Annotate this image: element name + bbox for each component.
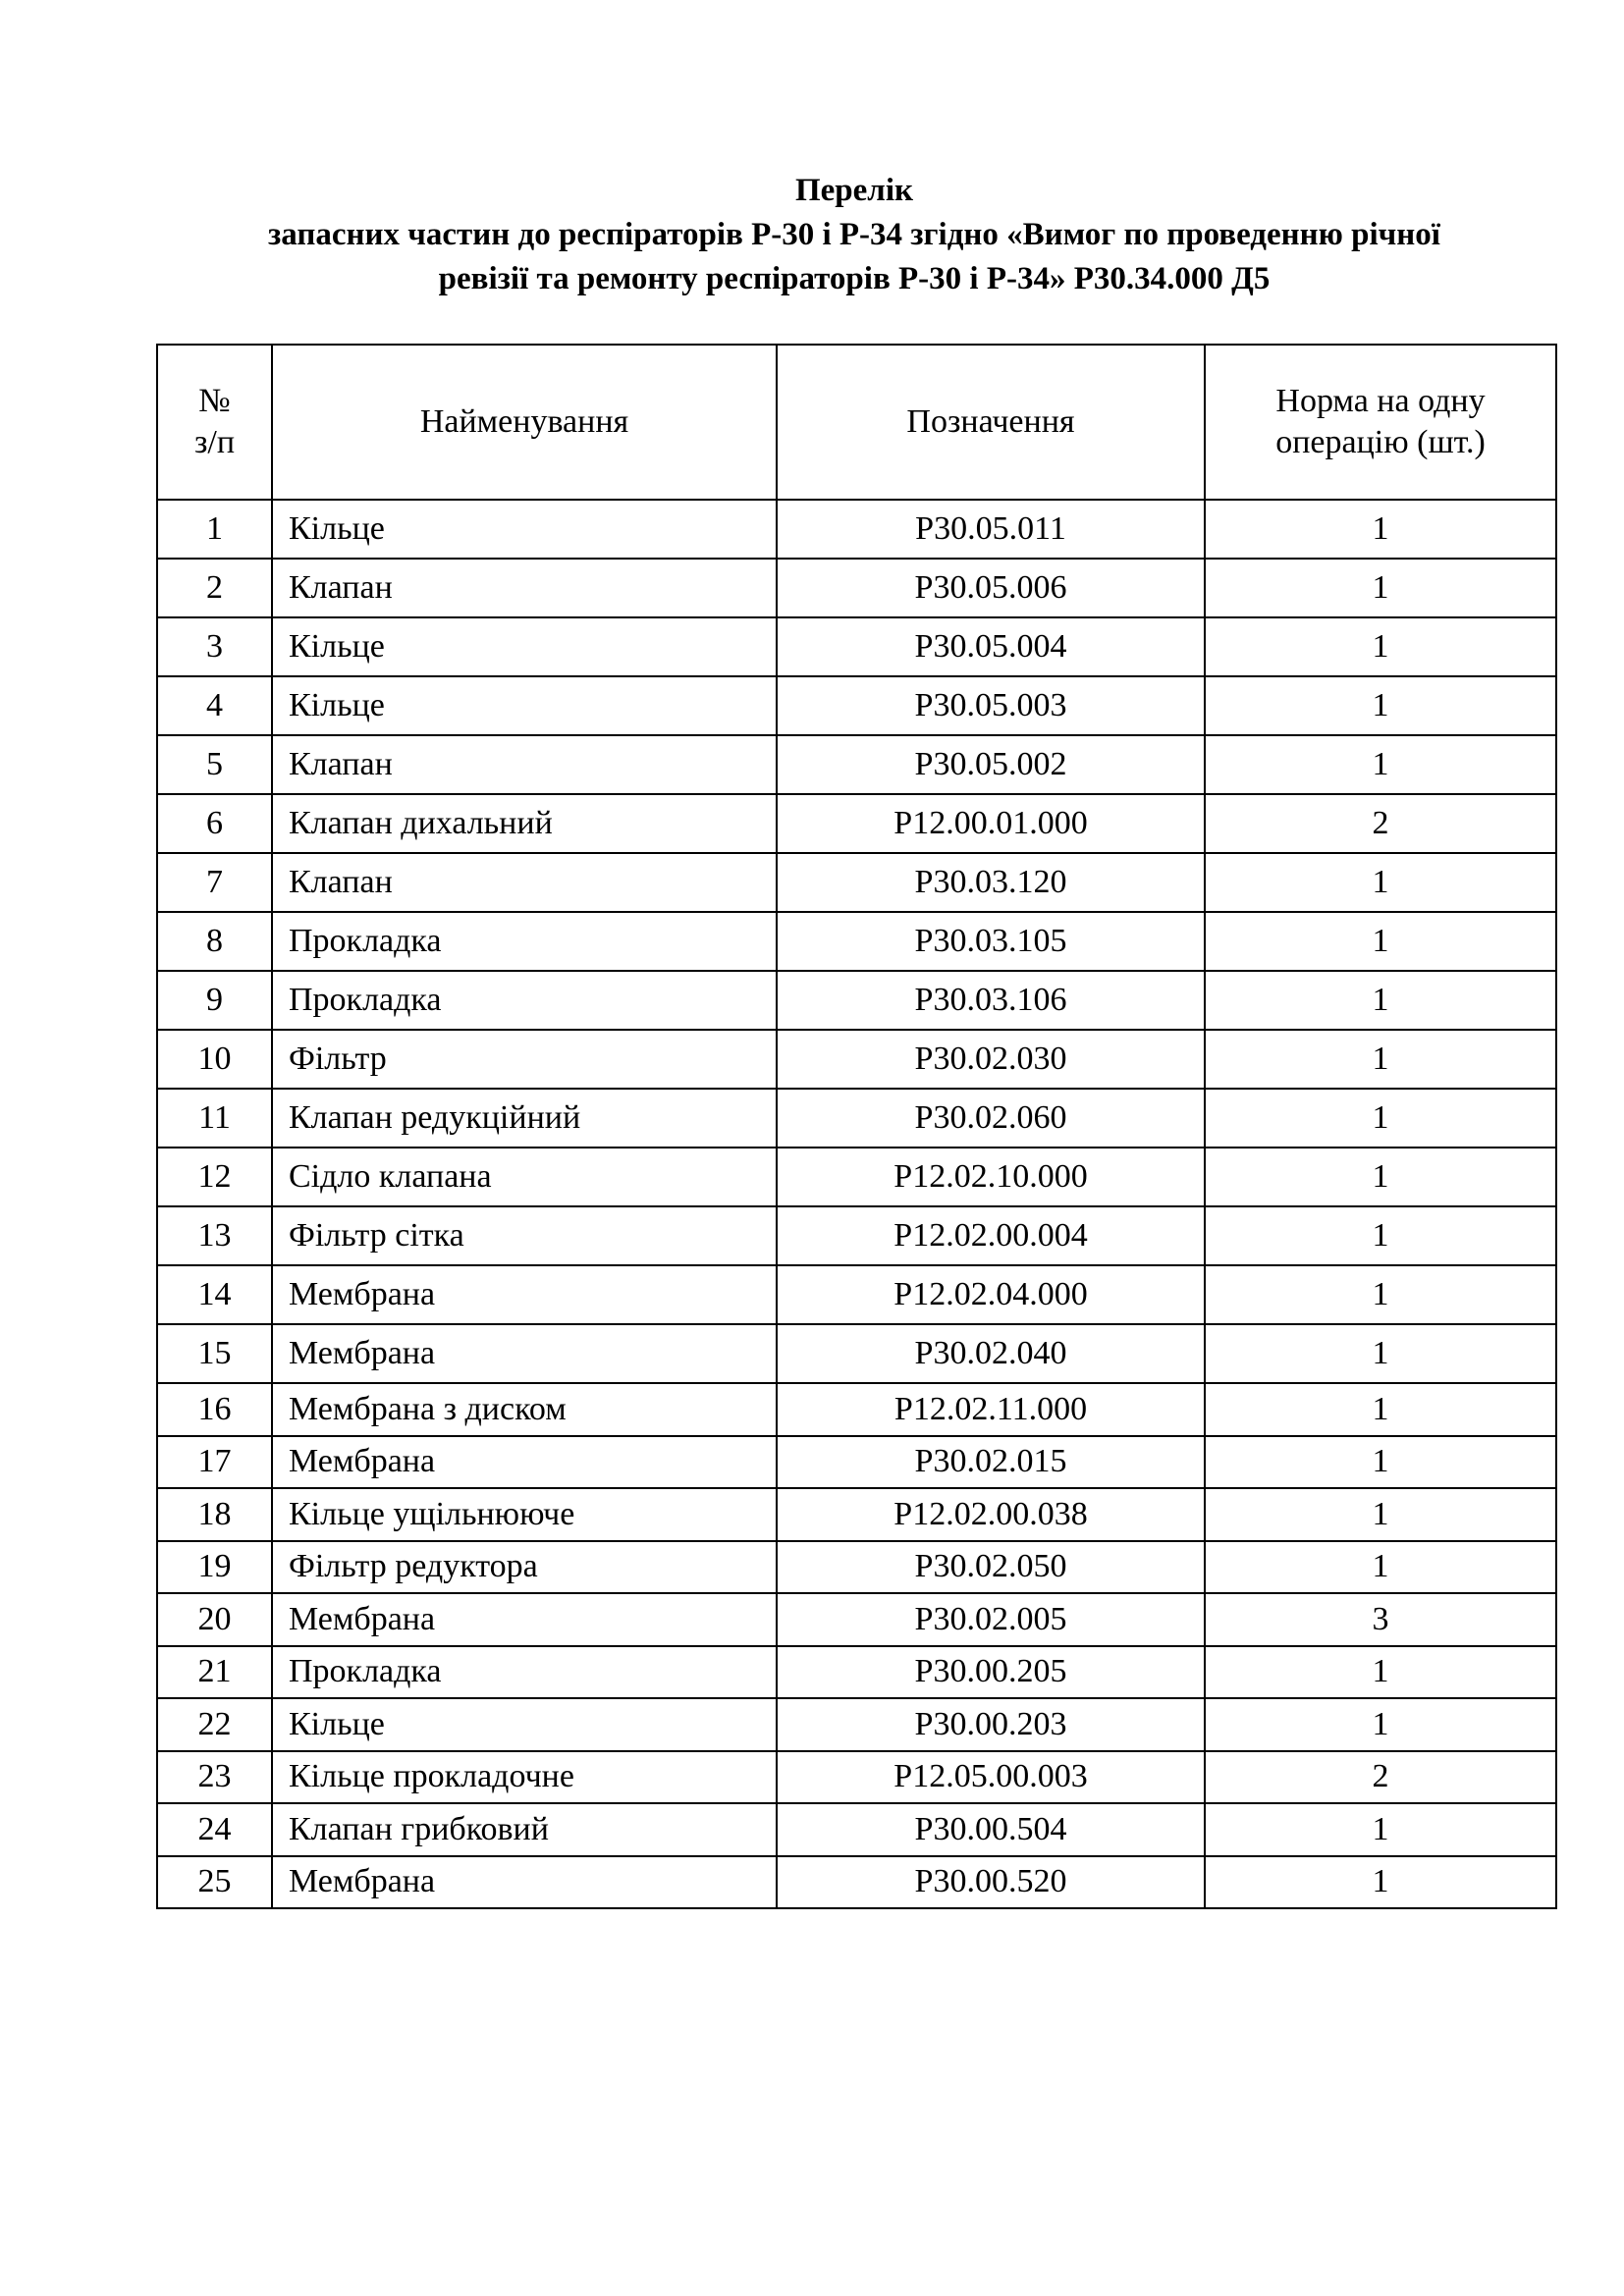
table-row (157, 1803, 1556, 1856)
part-norm: 1 (1205, 735, 1556, 794)
table-row (157, 971, 1556, 1030)
part-code: Р30.02.060 (777, 1089, 1205, 1148)
part-norm: 1 (1205, 1541, 1556, 1594)
part-norm: 2 (1205, 1751, 1556, 1804)
row-number: 5 (157, 735, 272, 794)
part-norm: 1 (1205, 1488, 1556, 1541)
part-code: Р12.02.11.000 (777, 1383, 1205, 1436)
part-name: Мембрана з диском (272, 1383, 777, 1436)
table-row (157, 1488, 1556, 1541)
part-code: Р12.05.00.003 (777, 1751, 1205, 1804)
row-number: 11 (157, 1089, 272, 1148)
part-norm: 1 (1205, 1383, 1556, 1436)
table-row (157, 1030, 1556, 1089)
part-name: Мембрана (272, 1324, 777, 1383)
table-row (157, 1383, 1556, 1436)
part-code: Р30.03.106 (777, 971, 1205, 1030)
part-norm: 1 (1205, 676, 1556, 735)
part-code: Р12.02.00.038 (777, 1488, 1205, 1541)
part-name: Кільце (272, 617, 777, 676)
part-code: Р30.00.504 (777, 1803, 1205, 1856)
part-code: Р30.02.050 (777, 1541, 1205, 1594)
table-row (157, 853, 1556, 912)
part-code: Р30.02.005 (777, 1593, 1205, 1646)
part-name: Клапан (272, 735, 777, 794)
part-name: Кільце (272, 1698, 777, 1751)
part-name: Фільтр редуктора (272, 1541, 777, 1594)
part-name: Кільце прокладочне (272, 1751, 777, 1804)
row-number: 7 (157, 853, 272, 912)
row-number: 13 (157, 1206, 272, 1265)
part-norm: 1 (1205, 1265, 1556, 1324)
header-number-line-2: з/п (193, 424, 236, 460)
part-code: Р12.00.01.000 (777, 794, 1205, 853)
table-row (157, 1751, 1556, 1804)
table-row (157, 1324, 1556, 1383)
spare-parts-table (156, 344, 1557, 1909)
part-name: Мембрана (272, 1265, 777, 1324)
part-norm: 1 (1205, 853, 1556, 912)
row-number: 17 (157, 1436, 272, 1489)
table-row (157, 559, 1556, 617)
table-row (157, 1593, 1556, 1646)
part-name: Прокладка (272, 912, 777, 971)
table-row (157, 676, 1556, 735)
header-number (157, 345, 272, 500)
part-norm: 1 (1205, 1030, 1556, 1089)
row-number: 3 (157, 617, 272, 676)
row-number: 23 (157, 1751, 272, 1804)
document-title (147, 169, 1561, 301)
part-norm: 1 (1205, 1324, 1556, 1383)
part-code: Р12.02.10.000 (777, 1148, 1205, 1206)
table-row (157, 1089, 1556, 1148)
row-number: 18 (157, 1488, 272, 1541)
row-number: 15 (157, 1324, 272, 1383)
part-norm: 1 (1205, 617, 1556, 676)
row-number: 24 (157, 1803, 272, 1856)
part-name: Клапан редукційний (272, 1089, 777, 1148)
part-code: Р12.02.04.000 (777, 1265, 1205, 1324)
part-code: Р30.05.003 (777, 676, 1205, 735)
part-norm: 1 (1205, 1698, 1556, 1751)
table-header-row (157, 345, 1556, 500)
row-number: 4 (157, 676, 272, 735)
part-code: Р30.02.030 (777, 1030, 1205, 1089)
part-norm: 1 (1205, 971, 1556, 1030)
part-norm: 1 (1205, 1436, 1556, 1489)
part-code: Р30.00.520 (777, 1856, 1205, 1909)
row-number: 25 (157, 1856, 272, 1909)
table-row (157, 1646, 1556, 1699)
part-norm: 1 (1205, 1646, 1556, 1699)
part-name: Сідло клапана (272, 1148, 777, 1206)
row-number: 22 (157, 1698, 272, 1751)
header-code: Позначення (777, 345, 1205, 500)
part-name: Кільце (272, 676, 777, 735)
part-name: Прокладка (272, 971, 777, 1030)
part-name: Клапан дихальний (272, 794, 777, 853)
table-row (157, 617, 1556, 676)
part-norm: 1 (1205, 1206, 1556, 1265)
title-line-2: запасних частин до респіраторів Р-30 і Р-34 згідно «Вимог по проведенню річної (268, 217, 1440, 252)
header-name: Найменування (272, 345, 777, 500)
part-code: Р30.03.105 (777, 912, 1205, 971)
table-row (157, 1265, 1556, 1324)
title-line-3: ревізії та ремонту респіраторів Р-30 і Р-34» Р30.34.000 Д5 (438, 261, 1271, 296)
part-name: Мембрана (272, 1593, 777, 1646)
part-code: Р30.02.040 (777, 1324, 1205, 1383)
part-name: Клапан (272, 559, 777, 617)
table-row (157, 1436, 1556, 1489)
part-code: Р30.00.203 (777, 1698, 1205, 1751)
part-name: Кільце ущільнююче (272, 1488, 777, 1541)
part-name: Фільтр (272, 1030, 777, 1089)
part-norm: 2 (1205, 794, 1556, 853)
part-name: Клапан грибковий (272, 1803, 777, 1856)
table-body (157, 500, 1556, 1908)
row-number: 14 (157, 1265, 272, 1324)
row-number: 21 (157, 1646, 272, 1699)
part-code: Р30.00.205 (777, 1646, 1205, 1699)
part-norm: 1 (1205, 500, 1556, 559)
row-number: 20 (157, 1593, 272, 1646)
part-norm: 1 (1205, 1089, 1556, 1148)
part-norm: 1 (1205, 912, 1556, 971)
row-number: 19 (157, 1541, 272, 1594)
part-code: Р30.02.015 (777, 1436, 1205, 1489)
row-number: 10 (157, 1030, 272, 1089)
part-name: Мембрана (272, 1856, 777, 1909)
part-code: Р30.05.011 (777, 500, 1205, 559)
header-norm (1205, 345, 1556, 500)
part-code: Р30.05.004 (777, 617, 1205, 676)
part-name: Кільце (272, 500, 777, 559)
part-name: Мембрана (272, 1436, 777, 1489)
table-row (157, 912, 1556, 971)
row-number: 2 (157, 559, 272, 617)
table-row (157, 1698, 1556, 1751)
row-number: 6 (157, 794, 272, 853)
row-number: 16 (157, 1383, 272, 1436)
table-row (157, 794, 1556, 853)
part-name: Прокладка (272, 1646, 777, 1699)
row-number: 8 (157, 912, 272, 971)
header-norm-line-2: операцію (шт.) (1275, 424, 1486, 460)
table-row (157, 1148, 1556, 1206)
part-norm: 1 (1205, 1803, 1556, 1856)
part-norm: 1 (1205, 1856, 1556, 1909)
row-number: 9 (157, 971, 272, 1030)
part-code: Р30.05.006 (777, 559, 1205, 617)
part-norm: 3 (1205, 1593, 1556, 1646)
title-line-1: Перелік (794, 173, 913, 208)
table-row (157, 1206, 1556, 1265)
header-number-line-1: № (198, 383, 231, 419)
row-number: 1 (157, 500, 272, 559)
table-row (157, 735, 1556, 794)
header-norm-line-1: Норма на одну (1275, 383, 1486, 419)
part-code: Р30.05.002 (777, 735, 1205, 794)
row-number: 12 (157, 1148, 272, 1206)
table-row (157, 500, 1556, 559)
part-name: Клапан (272, 853, 777, 912)
part-norm: 1 (1205, 559, 1556, 617)
table-row (157, 1856, 1556, 1909)
part-name: Фільтр сітка (272, 1206, 777, 1265)
part-code: Р12.02.00.004 (777, 1206, 1205, 1265)
table-row (157, 1541, 1556, 1594)
part-norm: 1 (1205, 1148, 1556, 1206)
part-code: Р30.03.120 (777, 853, 1205, 912)
